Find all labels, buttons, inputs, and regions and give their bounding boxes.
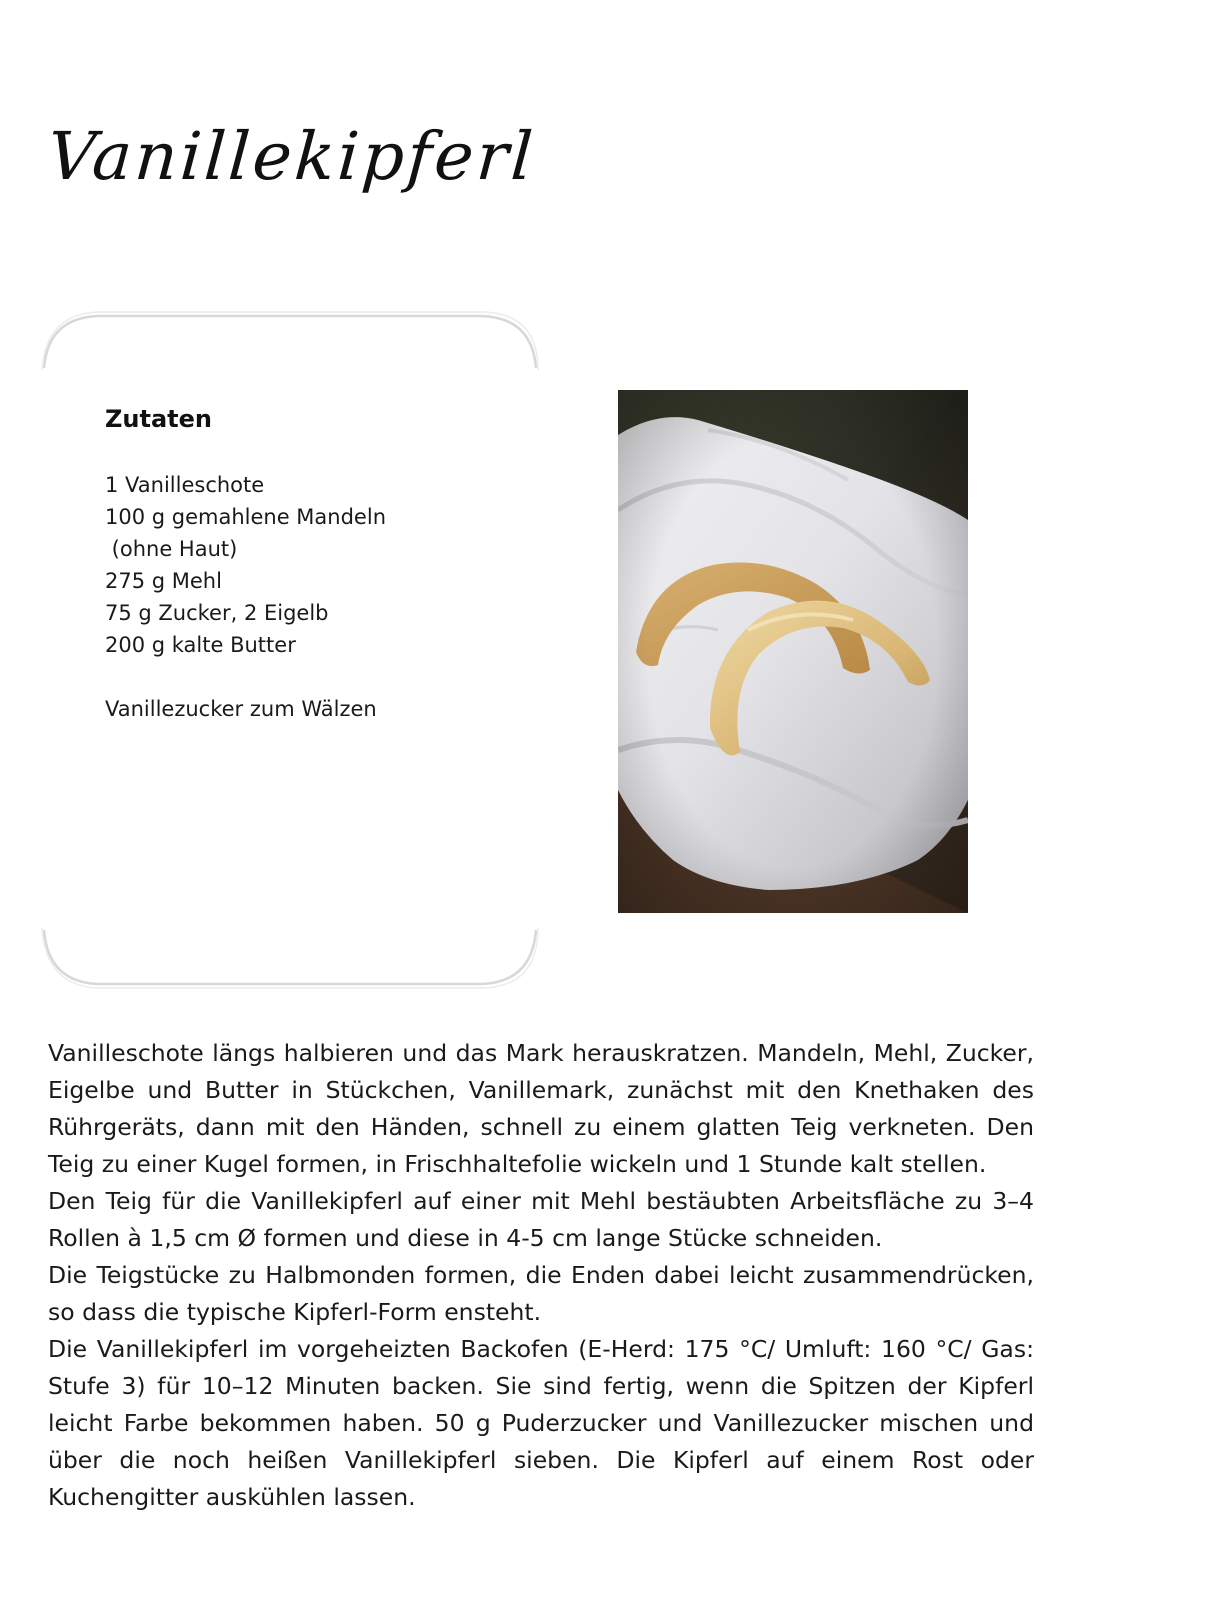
ingredient-item: 100 g gemahlene Mandeln xyxy=(105,505,386,529)
ingredient-item: 200 g kalte Butter xyxy=(105,633,296,657)
recipe-title: Vanillekipferl xyxy=(45,118,539,195)
instruction-paragraph: Die Teigstücke zu Halbmonden formen, die Enden dabei leicht zusammendrücken, so dass die typische Kipferl-Form ensteht. xyxy=(48,1261,1034,1326)
ingredients-heading: Zutaten xyxy=(105,405,212,433)
ingredient-item: (ohne Haut) xyxy=(105,537,238,561)
ingredient-extra: Vanillezucker zum Wälzen xyxy=(105,697,377,721)
ingredient-spacer xyxy=(105,661,525,693)
instruction-paragraph: Die Vanillekipferl im vorgeheizten Backofen (E-Herd: 175 °C/ Umluft: 160 °C/ Gas: Stufe 3) für 10–12 Minuten backen. Sie sind fertig, wenn die Spitzen der Kipferl leicht Farbe bekommen haben. 50 g Puderzucker und Vanillezucker mischen und über die noch heißen Vanillekipferl sieben. Die Kipferl auf einem Rost oder Kuchengitter auskühlen lassen. xyxy=(48,1335,1034,1511)
kipferl-photo xyxy=(618,390,968,913)
ingredient-item: 275 g Mehl xyxy=(105,569,222,593)
instructions xyxy=(48,1035,1034,1516)
ingredient-item: 1 Vanilleschote xyxy=(105,473,265,497)
ingredient-item: 75 g Zucker, 2 Eigelb xyxy=(105,601,329,625)
ingredients-card xyxy=(105,405,525,725)
instruction-paragraph: Vanilleschote längs halbieren und das Mark herauskratzen. Mandeln, Mehl, Zucker, Eigelbe und Butter in Stückchen, Vanillemark, zunächst mit den Knethaken des Rührgeräts, dann mit den Händen, schnell zu einem glatten Teig verkneten. Den Teig zu einer Kugel formen, in Frischhaltefolie wickeln und 1 Stunde kalt stellen. xyxy=(48,1039,1034,1178)
instruction-paragraph: Den Teig für die Vanillekipferl auf einer mit Mehl bestäubten Arbeitsfläche zu 3–4 Rollen à 1,5 cm Ø formen und diese in 4-5 cm lange Stücke schneiden. xyxy=(48,1187,1034,1252)
